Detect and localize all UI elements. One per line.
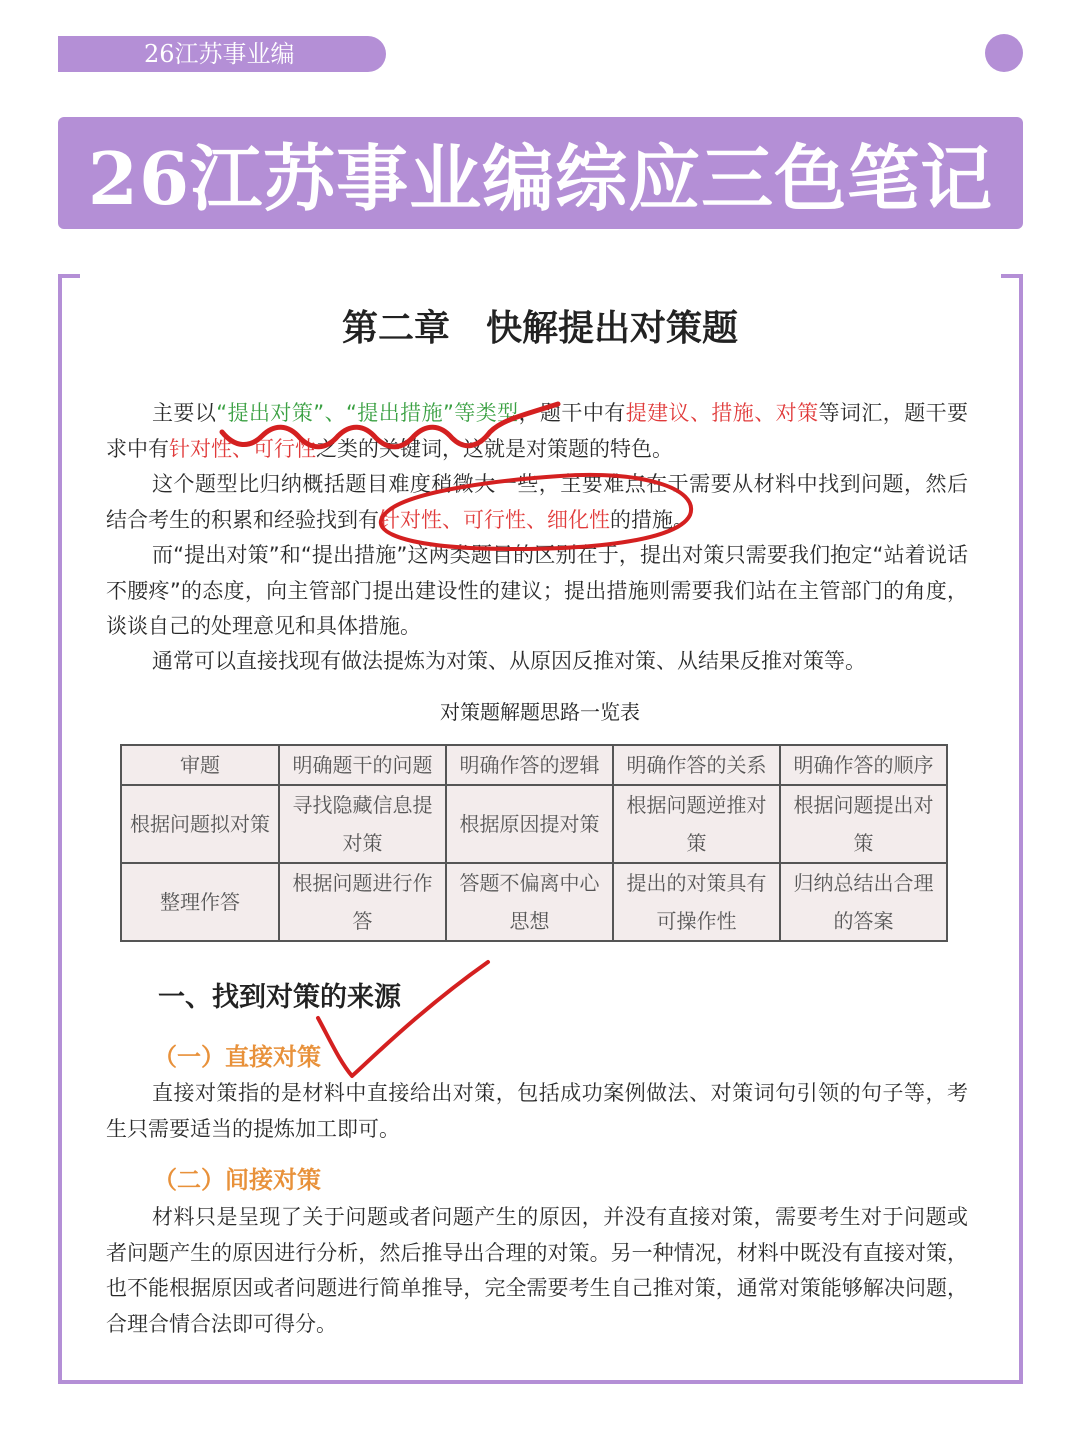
table-cell: 提出的对策具有可操作性 bbox=[613, 863, 780, 941]
table-cell: 根据问题拟对策 bbox=[121, 785, 279, 863]
table-cell: 答题不偏离中心思想 bbox=[446, 863, 613, 941]
strategy-table bbox=[120, 744, 948, 942]
table-caption: 对策题解题思路一览表 bbox=[440, 700, 640, 724]
paragraph-5: 直接对策指的是材料中直接给出对策，包括成功案例做法、对策词句引领的句子等，考生只需要适当的提炼加工即可。 bbox=[106, 1081, 968, 1141]
table-cell: 寻找隐藏信息提对策 bbox=[279, 785, 446, 863]
table-cell: 根据问题提出对策 bbox=[780, 785, 947, 863]
p1-text-4: 之类的关键词，这就是对策题的特色。 bbox=[316, 436, 673, 461]
p1-text-2: ，题干中有 bbox=[518, 401, 626, 425]
table-cell: 明确题干的问题 bbox=[279, 745, 446, 785]
p2-text-2: 的措施。 bbox=[610, 507, 694, 532]
table-row bbox=[121, 745, 947, 785]
table-cell: 根据问题进行作答 bbox=[279, 863, 446, 941]
table-row bbox=[121, 785, 947, 863]
table-cell: 明确作答的逻辑 bbox=[446, 745, 613, 785]
decorative-dot bbox=[985, 34, 1023, 72]
section-heading: 一、找到对策的来源 bbox=[158, 982, 401, 1013]
frame-corner-right bbox=[1001, 274, 1023, 278]
title-banner bbox=[58, 117, 1023, 229]
subheading-indirect: （二）间接对策 bbox=[153, 1166, 321, 1194]
table-cell: 整理作答 bbox=[121, 863, 279, 941]
paragraph-6: 材料只是呈现了关于问题或者问题产生的原因，并没有直接对策，需要考生对于问题或者问题产生的原因进行分析，然后推导出合理的对策。另一种情况，材料中既没有直接对策，也不能根据原因或者问题进行简单推导，完全需要考生自己推对策，通常对策能够解决问题，合理合情合法即可得分。 bbox=[106, 1205, 968, 1336]
p1-red-keywords: 提建议、措施、对策 bbox=[625, 401, 819, 425]
paragraph-4: 通常可以直接找现有做法提炼为对策、从原因反推对策、从结果反推对策等。 bbox=[152, 649, 866, 673]
table-cell: 根据原因提对策 bbox=[446, 785, 613, 863]
frame-corner-left bbox=[58, 274, 80, 278]
paragraph-3: 而“提出对策”和“提出措施”这两类题目的区别在于，提出对策只需要我们抱定“站着说话不腰疼”的态度，向主管部门提出建设性的建议；提出措施则需要我们站在主管部门的角度，谈谈自己的处理意见和具体措施。 bbox=[106, 543, 968, 638]
subheading-direct: （一）直接对策 bbox=[153, 1043, 321, 1071]
paragraph-2 bbox=[106, 467, 968, 538]
table-cell: 根据问题逆推对策 bbox=[613, 785, 780, 863]
table-cell: 审题 bbox=[121, 745, 279, 785]
paragraph-1 bbox=[106, 396, 968, 467]
p1-text-1: 主要以 bbox=[152, 401, 217, 425]
series-tag: 26江苏事业编 bbox=[58, 36, 386, 72]
p1-green-types: “提出对策”、“提出措施”等类型 bbox=[216, 401, 519, 425]
table-cell: 明确作答的关系 bbox=[613, 745, 780, 785]
table-row bbox=[121, 863, 947, 941]
p2-red-keywords: 针对性、可行性、细化性 bbox=[379, 507, 610, 532]
p2-text-1: 这个题型比归纳概括题目难度稍微大一些，主要难点在于需要从材料中找到问题，然后结合考生的积累和经验找到有 bbox=[106, 472, 968, 532]
table-cell: 归纳总结出合理的答案 bbox=[780, 863, 947, 941]
p1-red-requirements: 针对性、可行性 bbox=[169, 436, 316, 461]
p1-text-3: 等词汇，题干要求中有 bbox=[106, 401, 969, 461]
table-cell: 明确作答的顺序 bbox=[780, 745, 947, 785]
banner-title: 26江苏事业编综应三色笔记 bbox=[87, 136, 994, 221]
chapter-title: 第二章 快解提出对策题 bbox=[341, 308, 738, 349]
